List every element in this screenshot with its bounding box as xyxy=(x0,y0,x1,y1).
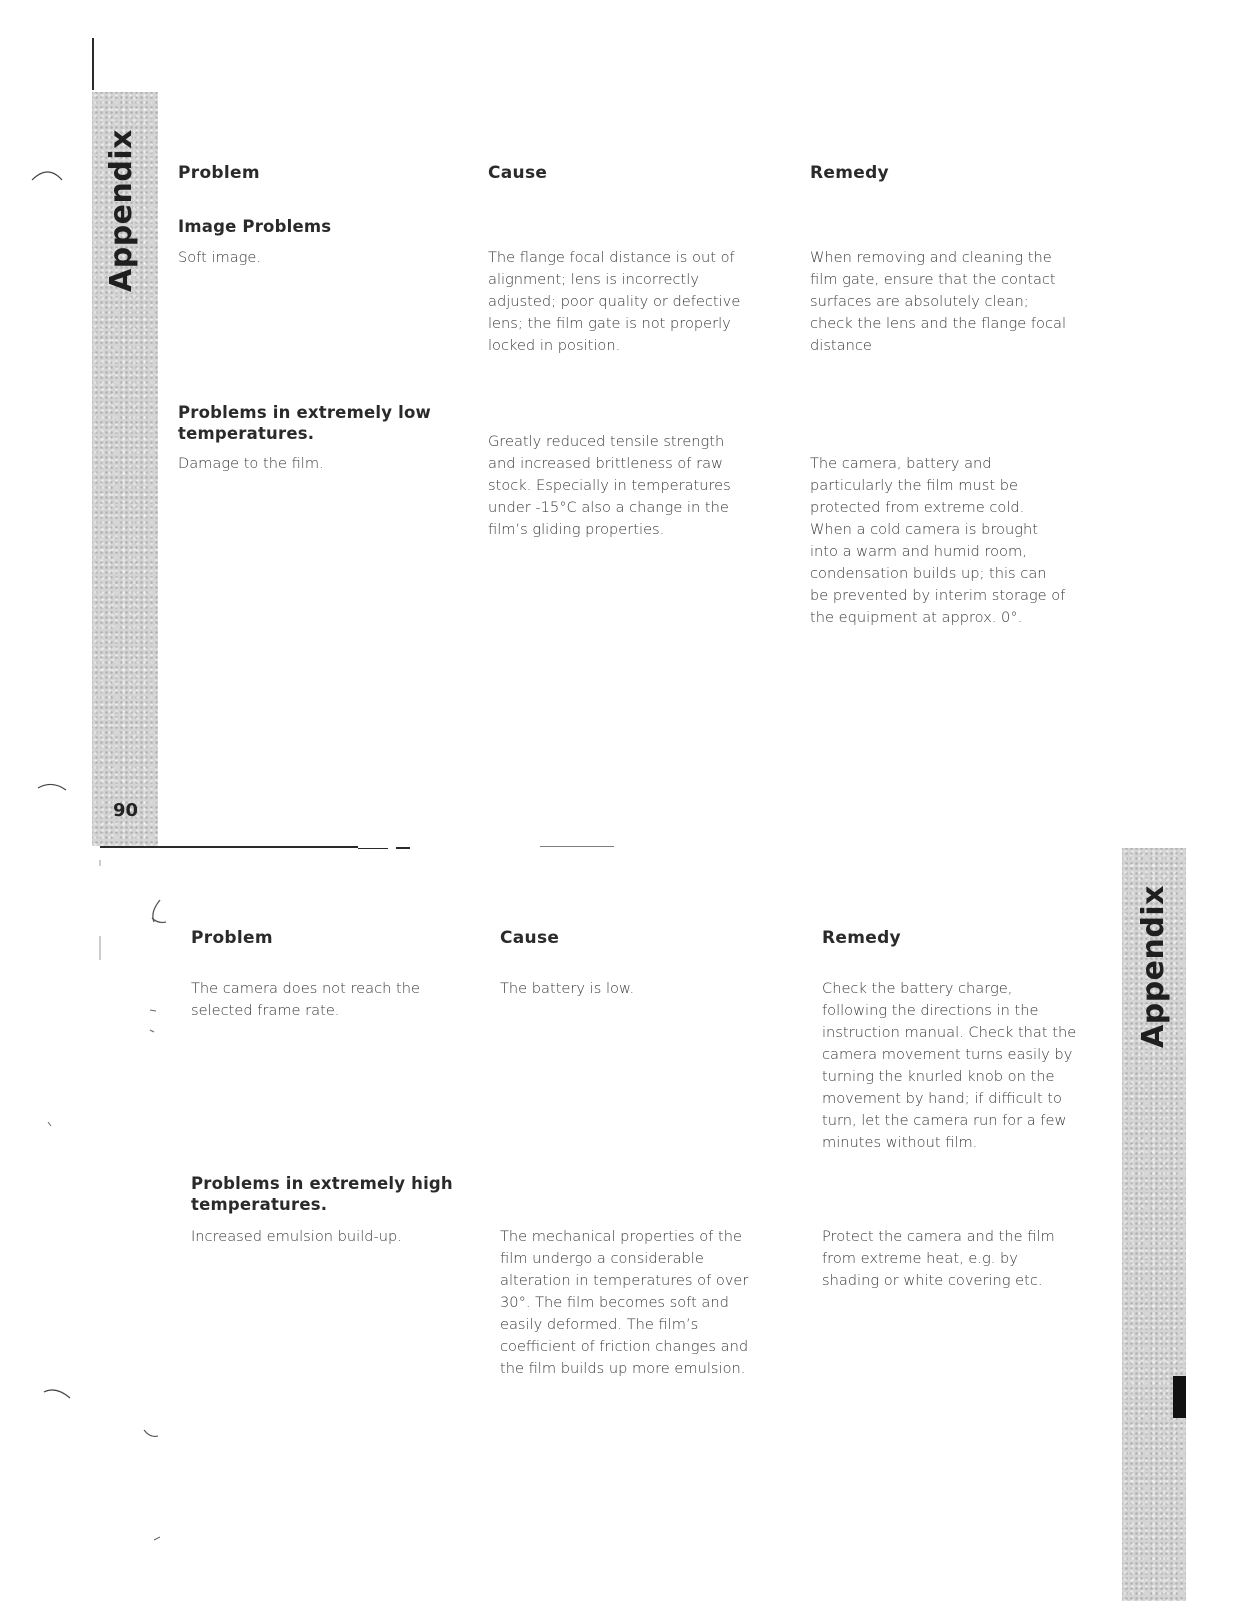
artifact xyxy=(152,900,166,923)
artifact xyxy=(48,1010,160,1540)
remedy-text: Protect the camera and the film from extreme heat, e.g. by shading or white covering etc. xyxy=(822,1228,1055,1289)
cause-text: Greatly reduced tensile strength and increased brittleness of raw stock. Especially in temperatures under -15°C also a change in the film’s gliding properties. xyxy=(488,433,731,538)
column-header-problem: Problem xyxy=(178,163,260,183)
remedy-text: Check the battery charge, following the directions in the instruction manual. Check that the camera movement turns easily by turning the knurled knob on the movement by hand; if difficult to turn, let the camera run for a few minutes without film. xyxy=(822,980,1077,1151)
page-number: 90 xyxy=(113,800,139,821)
remedy-text: When removing and cleaning the film gate, ensure that the contact surfaces are absolutely clean; check the lens and the flange focal distance xyxy=(810,249,1067,354)
section-title: Image Problems xyxy=(178,217,332,236)
artifact xyxy=(32,172,62,180)
problem-text: Damage to the film. xyxy=(178,455,324,472)
column-header-cause: Cause xyxy=(488,163,548,183)
column-header-remedy: Remedy xyxy=(822,928,901,948)
artifact xyxy=(38,784,66,790)
section-title: Problems in extremely high temperatures. xyxy=(191,1174,453,1214)
column-header-remedy: Remedy xyxy=(810,163,889,183)
problem-text: The camera does not reach the selected frame rate. xyxy=(191,980,420,1019)
section-title: Problems in extremely low temperatures. xyxy=(178,403,431,443)
remedy-text: The camera, battery and particularly the film must be protected from extreme cold. When a cold camera is brought into a warm and humid room, condensation builds up; this can be prevented by interim storage of the equipment at approx. 0°. xyxy=(810,455,1066,626)
appendix-tab-label: Appendix xyxy=(104,129,139,292)
appendix-tab-label: Appendix xyxy=(1136,885,1171,1048)
cause-text: The mechanical properties of the film undergo a considerable alteration in temperatures of over 30°. The film becomes soft and easily deformed. The film’s coefficient of friction changes and the film builds up more emulsion. xyxy=(500,1228,749,1377)
artifact xyxy=(44,1390,70,1398)
problem-text: Soft image. xyxy=(178,249,262,266)
cause-text: The flange focal distance is out of alignment; lens is incorrectly adjusted; poor quality or defective lens; the film gate is not properly locked in position. xyxy=(488,249,741,354)
cause-text: The battery is low. xyxy=(500,980,635,997)
artifact xyxy=(144,1430,158,1436)
column-header-cause: Cause xyxy=(500,928,560,948)
problem-text: Increased emulsion build-up. xyxy=(191,1228,402,1245)
column-header-problem: Problem xyxy=(191,928,273,948)
